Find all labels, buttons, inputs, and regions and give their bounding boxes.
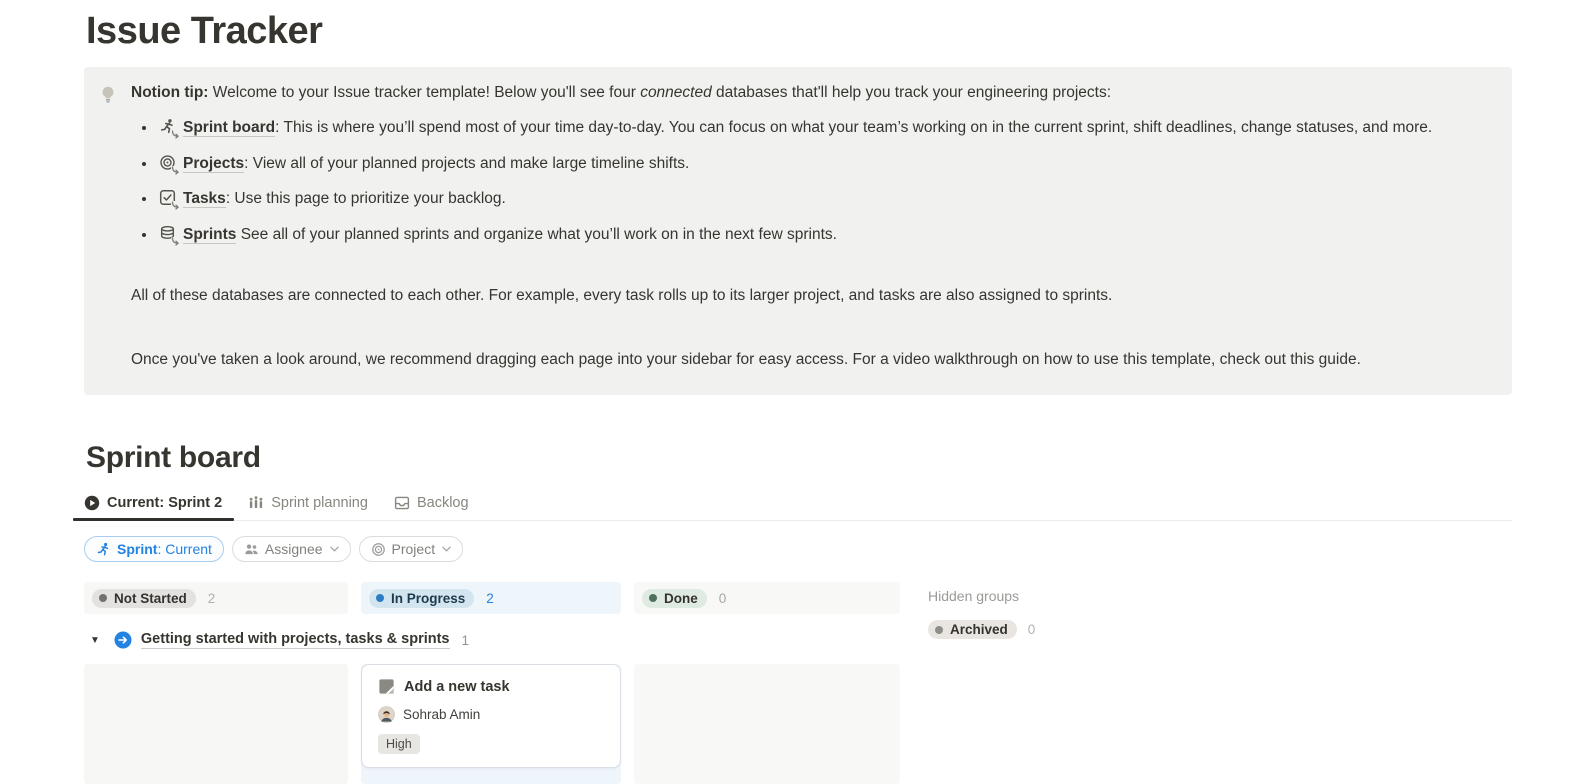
stack-icon (159, 225, 176, 242)
callout-intro: Notion tip: Welcome to your Issue tracker template! Below you'll see four connected databases that'll help you track your engineering projects: (131, 84, 1112, 101)
status-dot (376, 594, 384, 602)
link-arrow-icon (171, 166, 180, 175)
status-chip-archived[interactable]: Archived (928, 620, 1017, 639)
column-bodies (84, 664, 900, 784)
column-header-done (634, 582, 900, 614)
people-bars-icon (248, 495, 264, 511)
column-count: 2 (486, 590, 494, 606)
page-content (84, 0, 1512, 784)
runner-icon (96, 542, 111, 557)
filter-bar (84, 536, 1512, 562)
runner-icon (159, 118, 176, 135)
callout-bullet: • Sprint board: This is where you’ll spend most of your time day-to-day. You can focus on what your team’s working on in the current sprint, shift deadlines, change statuses, and more. (157, 117, 1496, 139)
arrow-circle-icon (114, 631, 132, 649)
callout-paragraph: All of these databases are connected to each other. For example, every task rolls up to its larger project, and tasks are also assigned to sprints. (131, 287, 1113, 305)
task-card[interactable] (361, 664, 621, 768)
column-header-in-progress (361, 582, 621, 614)
lightbulb-icon (98, 82, 120, 371)
avatar (378, 706, 395, 723)
column-body-not-started[interactable] (84, 664, 348, 784)
tab-current-sprint[interactable]: Current: Sprint 2 (84, 495, 222, 511)
column-count: 0 (718, 590, 727, 606)
filter-project[interactable]: Project (359, 536, 464, 562)
sprint-board-heading: Sprint board (86, 441, 261, 475)
board-group-row (84, 626, 900, 654)
status-chip-done[interactable]: Done (642, 589, 707, 608)
archived-count: 0 (1027, 622, 1036, 638)
column-body-in-progress[interactable] (361, 664, 621, 784)
task-card-title-row (378, 678, 606, 695)
group-count: 1 (461, 632, 470, 648)
hidden-groups-label: Hidden groups (928, 588, 1020, 605)
tab-sprint-planning[interactable]: Sprint planning (248, 495, 368, 511)
column-headers (84, 582, 900, 614)
column-header-not-started (84, 582, 348, 614)
chevron-down-icon (330, 546, 339, 552)
group-collapse-toggle[interactable]: ▼ (90, 634, 100, 646)
callout-bullet-list (131, 117, 1496, 246)
status-dot (99, 594, 107, 602)
task-card-assignee-row (378, 706, 606, 723)
tab-backlog[interactable]: Backlog (394, 495, 469, 511)
link-arrow-icon (171, 130, 180, 139)
notion-tip-label: Notion tip: (131, 84, 209, 101)
projects-link[interactable]: Projects (183, 154, 245, 172)
backlog-tray-icon (394, 495, 410, 511)
callout-paragraph: Once you've taken a look around, we recommend dragging each page into your sidebar for easy access. For a video walkthrough on how to use this template, check out this guide. (131, 350, 1361, 368)
sprint-board-link[interactable]: Sprint board (183, 119, 276, 137)
assignee-name: Sohrab Amin (403, 707, 481, 723)
sprints-link[interactable]: Sprints (183, 225, 237, 243)
people-icon (244, 542, 259, 557)
status-dot (649, 594, 657, 602)
board-columns (84, 582, 900, 784)
target-icon (159, 154, 176, 171)
tasks-link[interactable]: Tasks (183, 190, 226, 208)
callout-bullet: • Projects: View all of your planned projects and make large timeline shifts. (157, 153, 1496, 175)
column-body-done[interactable] (634, 664, 900, 784)
callout-bullet: • Tasks: Use this page to prioritize your backlog. (157, 188, 1496, 210)
hidden-groups-section (928, 582, 1035, 784)
status-dot (935, 626, 943, 634)
status-chip-not-started[interactable]: Not Started (92, 589, 196, 608)
card-page-icon (378, 678, 395, 695)
link-arrow-icon (171, 237, 180, 246)
chevron-down-icon (442, 546, 451, 552)
callout-bullet: • Sprints See all of your planned sprints and organize what you’ll work on in the next few sprints. (157, 224, 1496, 246)
kanban-board (84, 582, 1512, 784)
task-card-title: Add a new task (404, 678, 510, 695)
checkbox-icon (159, 189, 176, 206)
link-arrow-icon (171, 201, 180, 210)
target-icon (371, 542, 386, 557)
column-count: 2 (207, 590, 216, 606)
notion-tip-callout (84, 67, 1512, 395)
page-title: Issue Tracker (86, 10, 323, 52)
priority-badge: High (378, 734, 420, 754)
filter-assignee[interactable]: Assignee (232, 536, 351, 562)
group-title-link[interactable]: Getting started with projects, tasks & sprints (140, 631, 450, 648)
status-chip-in-progress[interactable]: In Progress (369, 589, 474, 608)
callout-body (131, 82, 1496, 371)
play-circle-icon (84, 495, 100, 511)
filter-sprint-current[interactable]: Sprint: Current (84, 536, 224, 562)
hidden-group-archived (928, 620, 1035, 639)
view-tabs (84, 495, 1512, 521)
